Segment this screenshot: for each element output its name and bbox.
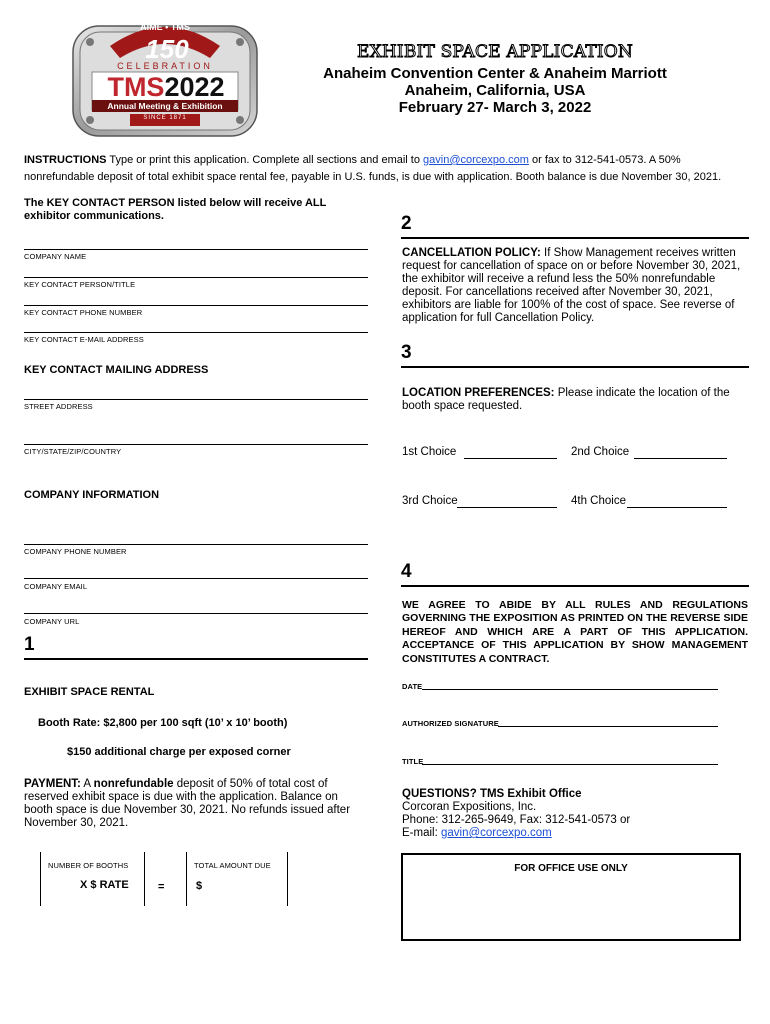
logo-year: 2022 [164,72,225,102]
logo-event: TMS [107,72,165,102]
section-2-number: 2 [401,213,412,234]
questions-phone: Phone: 312-265-9649, Fax: 312-541-0573 or [402,814,631,826]
choice-4-label: 4th Choice [571,495,626,507]
booth-rate: Booth Rate: $2,800 per 100 sqft (10’ x 10’ booth) [38,717,288,729]
signature-label: AUTHORIZED SIGNATURE [402,719,499,728]
contact-intro: The KEY CONTACT PERSON listed below will receive ALL exhibitor communications. [24,197,327,222]
company-info-heading: COMPANY INFORMATION [24,489,160,501]
company-phone-label: COMPANY PHONE NUMBER [24,547,127,556]
section-3-rule [401,366,749,368]
instructions-email-link[interactable]: gavin@corcexpo.com [423,154,529,166]
tms-logo [70,16,260,138]
contact-email-line[interactable] [24,332,368,333]
company-name-label: COMPANY NAME [24,252,87,261]
street-line[interactable] [24,399,368,400]
date-label: DATE [402,682,423,691]
choice-1-label: 1st Choice [402,446,457,458]
instructions-line2: nonrefundable deposit of total exhibit space rental fee, payable in U.S. funds, is due with application. Booth balance is due November 30, 2021. [24,171,722,183]
section-1-rule [24,658,368,660]
logo-subtitle: Annual Meeting & Exhibition [107,101,223,111]
instructions [24,152,749,186]
payment-nonrefundable: nonrefundable [93,778,174,790]
choice-2-label: 2nd Choice [571,446,630,458]
total-label: TOTAL AMOUNT DUE [194,861,271,870]
office-use-label: FOR OFFICE USE ONLY [514,863,628,874]
logo-since: SINCE 1871 [143,115,187,121]
equals-sign: = [158,881,165,893]
logo-tms [96,72,236,102]
total-dollar: $ [196,880,203,892]
signature-line[interactable] [498,726,718,727]
logo-150: 150 [145,34,189,64]
office-use-box [401,853,741,941]
company-phone-line[interactable] [24,544,368,545]
title-line[interactable] [422,764,718,765]
location-preferences [402,387,742,413]
section-3-number: 3 [401,342,412,363]
choice-2-line[interactable] [634,458,727,459]
location-label: LOCATION PREFERENCES: [402,387,555,399]
logo-arc-text: AIME • TMS [140,22,190,32]
instructions-text1: Type or print this application. Complete all sections and email to [106,154,424,166]
title-label: TITLE [402,757,424,766]
exhibit-space-rental-heading: EXHIBIT SPACE RENTAL [24,686,155,698]
contact-phone-line[interactable] [24,305,368,306]
company-url-line[interactable] [24,613,368,614]
company-url-label: COMPANY URL [24,617,80,626]
payment-label: PAYMENT: [24,778,81,790]
choice-1-line[interactable] [464,458,557,459]
choice-4-line[interactable] [627,507,727,508]
cancellation-label: CANCELLATION POLICY: [402,247,541,259]
header [260,42,730,116]
city-label: CITY/STATE/ZIP/COUNTRY [24,447,122,456]
questions-company: Corcoran Expositions, Inc. [402,801,537,813]
city-line[interactable] [24,444,368,445]
cancellation-text: If Show Management receives written request for cancellation of space on or before November 30, 2021, the exhibitor will receive a refund less the 50% nonrefundable deposit. For cancellations received after November 30, 2021, exhibitors are liable for 100% of the cost of space. See reverse of application for full Cancellation Policy. [402,247,741,324]
booths-label: NUMBER OF BOOTHS [48,861,129,870]
questions-email-label: E-mail: [402,827,441,839]
logo-celebration: CELEBRATION [117,61,213,71]
dates: February 27- March 3, 2022 [398,99,592,116]
payment-rest: deposit of 50% of total cost of reserved exhibit space is due with the application. Balance on booth space is due November 30, 2021. No refunds issued after November 30, 2021. [24,778,351,829]
company-email-label: COMPANY EMAIL [24,582,88,591]
date-line[interactable] [422,689,718,690]
cancellation-policy [402,247,742,325]
street-label: STREET ADDRESS [24,402,93,411]
rate-label: X $ RATE [80,879,129,891]
contact-person-label: KEY CONTACT PERSON/TITLE [24,280,136,289]
payment-a: A [80,778,94,790]
venue: Anaheim Convention Center & Anaheim Marriott [323,65,667,82]
contact-phone-label: KEY CONTACT PHONE NUMBER [24,308,143,317]
payment-text [24,778,354,830]
mailing-address-heading: KEY CONTACT MAILING ADDRESS [24,364,209,376]
choice-3-label: 3rd Choice [402,495,458,507]
section-4-number: 4 [401,561,412,582]
contact-email-label: KEY CONTACT E-MAIL ADDRESS [24,335,144,344]
questions-email-row [402,827,742,840]
page-title: EXHIBIT SPACE APPLICATION [356,42,633,62]
agreement-text: WE AGREE TO ABIDE BY ALL RULES AND REGULATIONS GOVERNING THE EXPOSITION AS PRINTED ON THE REVERSE SIDE HEREOF AND WHICH ARE A PART OF THIS APPLICATION. ACCEPTANCE OF THIS APPLICATION BY SHOW MANAGEMENT CONSTITUTES A CONTRACT. [402,599,748,665]
questions-email-link[interactable]: gavin@corcexpo.com [440,827,552,839]
company-email-line[interactable] [24,578,368,579]
location-text: Please indicate the location of the booth space requested. [402,387,730,412]
questions-block [402,788,742,840]
instructions-text2: or fax to 312-541-0573. A 50% [528,154,681,166]
section-1-number: 1 [24,634,35,655]
city: Anaheim, California, USA [404,82,586,99]
instructions-label: INSTRUCTIONS [24,154,107,166]
company-name-line[interactable] [24,249,368,250]
questions-heading: QUESTIONS? TMS Exhibit Office [402,788,582,800]
section-4-rule [401,585,749,587]
section-2-rule [401,237,749,239]
choice-3-line[interactable] [457,507,557,508]
contact-person-line[interactable] [24,277,368,278]
corner-charge: $150 additional charge per exposed corner [67,746,291,758]
